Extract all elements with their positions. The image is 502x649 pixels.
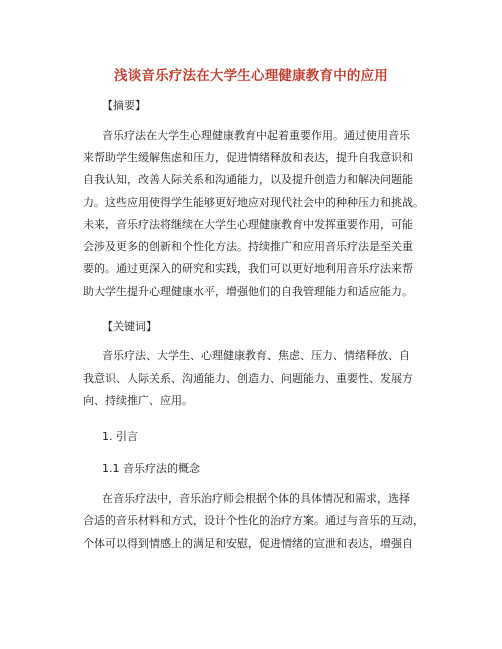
- section-1-1-heading: 1.1 音乐疗法的概念: [102, 462, 200, 475]
- section-1-heading: 1. 引言: [102, 430, 138, 443]
- abstract-line: 未来，音乐疗法将继续在大学生心理健康教育中发挥重要作用，可能: [83, 218, 413, 231]
- abstract-line: 会涉及更多的创新和个性化方法。持续推广和应用音乐疗法是至关重: [83, 240, 413, 253]
- section-1-1-line: 合适的音乐材料和方式，设计个性化的治疗方案。通过与音乐的互动，: [83, 514, 424, 527]
- abstract-line: 来帮助学生缓解焦虑和压力，促进情绪释放和表达，提升自我意识和: [83, 151, 413, 164]
- section-1-1-line: 在音乐疗法中，音乐治疗师会根据个体的具体情况和需求，选择: [102, 492, 410, 505]
- abstract-line: 力。这些应用使得学生能够更好地应对现代社会中的种种压力和挑战。: [83, 196, 424, 209]
- keywords-line: 我意识、人际关系、沟通能力、创造力、问题能力、重要性、发展方: [83, 372, 413, 385]
- keywords-heading: 【关键词】: [102, 320, 157, 333]
- abstract-heading: 【摘要】: [102, 99, 146, 112]
- section-1-1-line: 个体可以得到情感上的满足和安慰，促进情绪的宣泄和表达，增强自: [83, 537, 413, 550]
- keywords-line: 音乐疗法、大学生、心理健康教育、焦虑、压力、情绪释放、自: [102, 349, 410, 362]
- abstract-line: 音乐疗法在大学生心理健康教育中起着重要作用。通过使用音乐: [102, 129, 410, 142]
- keywords-line: 向、持续推广、应用。: [83, 394, 193, 407]
- abstract-line: 自我认知，改善人际关系和沟通能力，以及提升创造力和解决问题能: [83, 173, 413, 186]
- abstract-line: 要的。通过更深入的研究和实践，我们可以更好地利用音乐疗法来帮: [83, 262, 413, 275]
- abstract-line: 助大学生提升心理健康水平，增强他们的自我管理能力和适应能力。: [83, 285, 413, 298]
- document-title: 浅谈音乐疗法在大学生心理健康教育中的应用: [114, 68, 388, 84]
